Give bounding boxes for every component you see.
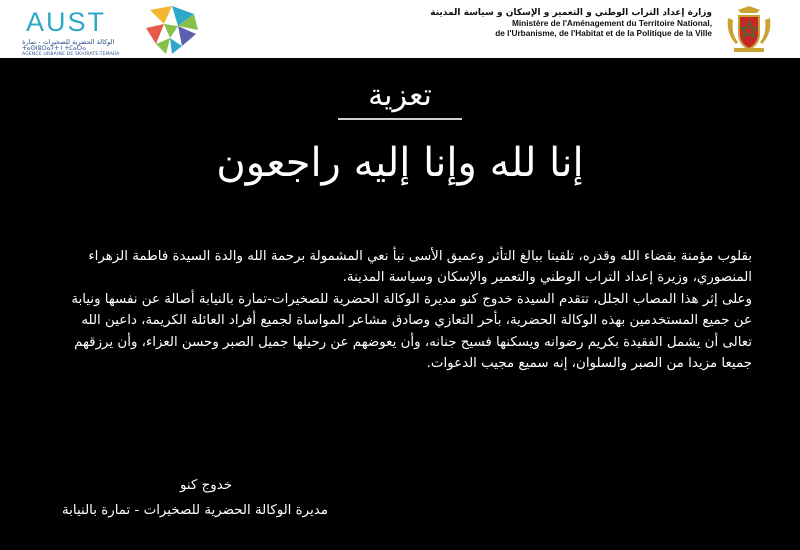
title-underline (338, 118, 462, 120)
calligraphy-block (190, 128, 610, 214)
message-paragraph-1: بقلوب مؤمنة بقضاء الله وقدره، تلقينا ببالغ التأثر وعميق الأسى نبأ نعي المشمولة برحمة الله والدة السيدة فاطمة الزهراء المنصوري، وزيرة إعداد التراب الوطني والتعمير والإسكان وسياسة المدينة. (88, 249, 752, 286)
agency-amazigh-name: ⵜⴰⵙⵏⵓⵔⴰⵢⵜ ⵏ ⵜⵎⴰⵔⴰ (22, 45, 86, 52)
message-paragraph-2: وعلى إثر هذا المصاب الجلل، تتقدم السيدة خدوج كنو مديرة الوكالة الحضرية للصخيرات-تمارة بالنيابة أصالة عن نفسها ونيابة عن جميع المستخدمين بهذه الوكالة الحضرية، بأحر التعازي وصادق مشاعر المواساة لجميع أفراد العائلة الكريمة، داعين الله تعالى أن يشمل الفقيدة بكريم رضوانه ويسكنها فسيح جنانه، وأن يعوضهم عن رحيلها جميل الصبر وحسن العزاء، وأن يرزقهم جميعا مزيدا من الصبر والسلوان، إنه سميع مجيب الدعوات. (71, 291, 752, 372)
ministry-arabic: وزارة إعداد التراب الوطني و التعمير و الإسكان و سياسة المدينة (430, 8, 712, 18)
page-title: تعزية (368, 78, 432, 113)
signature-position: مديرة الوكالة الحضرية للصخيرات - تمارة بالنيابة (62, 503, 328, 518)
morocco-coat-of-arms-icon (724, 4, 774, 54)
condolence-message (62, 246, 752, 374)
agency-logo (18, 4, 218, 56)
agency-french-name: AGENCE URBAINE DE SKHIRATE-TEMARA (22, 52, 120, 57)
calligraphy-verse: إنا لله وإنا إليه راجعون (216, 140, 584, 186)
header-bar (0, 0, 800, 58)
ministry-french-line2: de l'Urbanisme, de l'Habitat et de la Politique de la Ville (495, 28, 712, 38)
agency-logo-word: AUST (26, 7, 107, 37)
agency-mark-icon (142, 4, 200, 56)
ministry-french-line1: Ministère de l'Aménagement du Territoire National, (511, 18, 712, 28)
ministry-title (430, 8, 712, 38)
signature-name: خدوج كنو (180, 478, 233, 493)
agency-arabic-name: الوكالة الحضرية للصخيرات - تمارة (22, 38, 115, 46)
